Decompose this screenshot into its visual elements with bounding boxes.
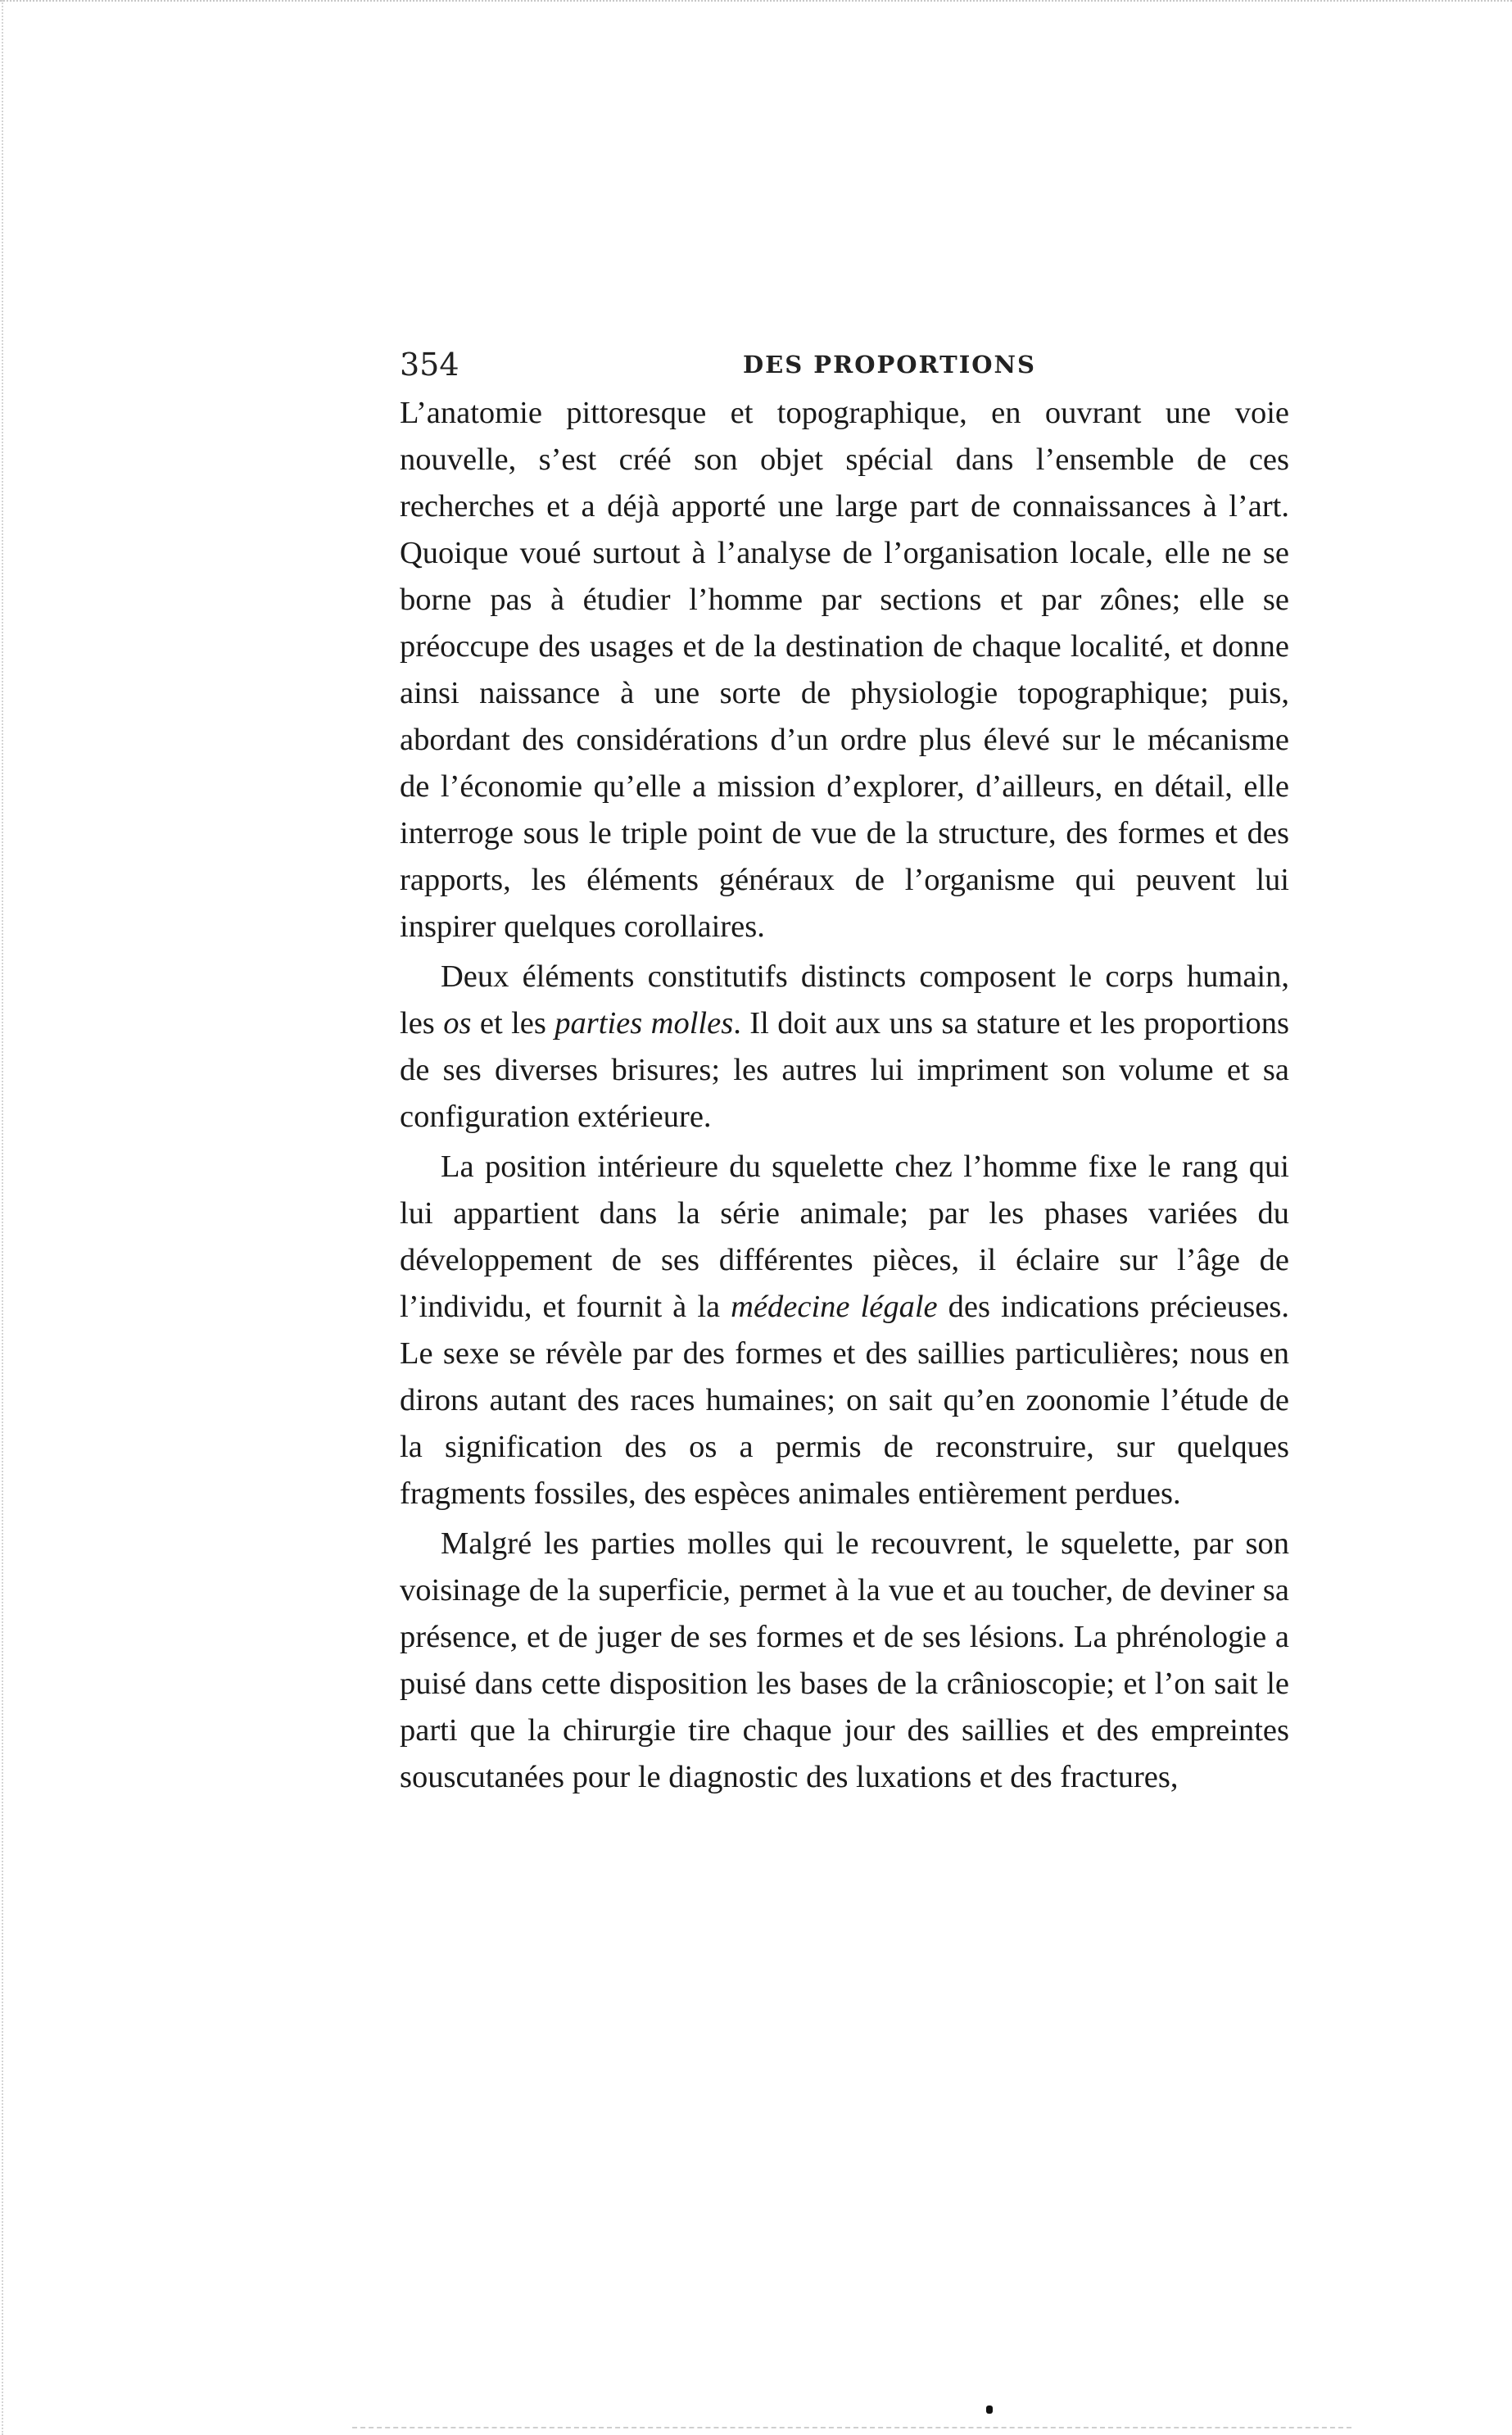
running-head [400,344,1289,385]
paragraph-2-text-c: . Il doit aux uns sa stature et les proportions de ses diverses brisures; les autres lui impriment son volume et sa configuration extérieure. [400,1006,1289,1134]
paragraph-4: Malgré les parties molles qui le recouvrent, le squelette, par son voisinage de la superficie, permet à la vue et au toucher, de deviner sa présence, et de juger de ses formes et de ses lésions. La phrénologie a puisé dans cette disposition les bases de la crânioscopie; et l’on sait le parti que la chirurgie tire chaque jour des saillies et des empreintes souscutanées pour le diagnostic des luxations et des fractures, [400,1526,1289,1794]
paragraph-3-text-a: La position intérieure du squelette chez l’homme fixe le rang qui lui appartient dans la série animale; par les phases variées du développement de ses différentes pièces, il éclaire sur l’âge de l’individu, et fournit à la [400,1149,1289,1324]
paragraph-3-text-b: des indications précieuses. Le sexe se révèle par des formes et des saillies particulières; nous en dirons autant des races humaines; on sait qu’en zoonomie l’étude de la signification des os a permis de reconstruire, sur quelques fragments fossiles, des espèces animales entièrement perdues. [400,1290,1289,1511]
paragraph-1: L’anatomie pittoresque et topographique, en ouvrant une voie nouvelle, s’est créé son objet spécial dans l’ensemble de ces recherches et a déjà apporté une large part de connaissances à l’art. Quoique voué surtout à l’analyse de l’organisation locale, elle ne se borne pas à étudier l’homme par sections et par zônes; elle se préoccupe des usages et de la destination de chaque localité, et donne ainsi naissance à une sorte de physiologie topographique; puis, abordant des considérations d’un ordre plus élevé sur le mécanisme de l’économie qu’elle a mission d’explorer, d’ailleurs, en détail, elle interroge sous le triple point de vue de la structure, des formes et des rapports, les éléments généraux de l’organisme qui peuvent lui inspirer quelques corollaires. [400,396,1289,944]
paragraph-2-text-a: Deux éléments constitutifs distincts composent le corps humain, les [400,959,1289,1041]
paragraph-3 [400,1144,1289,1517]
paragraph-2-text-b: et les [471,1006,555,1041]
paragraph-2-emphasis-parties-molles: parties molles [555,1006,734,1041]
book-page [400,344,1289,1801]
scan-edge-top [0,0,1512,8]
ink-dot-mark [986,2406,993,2414]
scan-edge-left [2,0,5,2435]
page-number: 354 [400,347,459,383]
paragraph-2 [400,954,1289,1140]
paragraph-2-emphasis-os: os [443,1006,472,1041]
body-text [400,390,1289,1801]
scan-edge-bottom [352,2427,1351,2430]
paragraph-3-emphasis-medecine-legale: médecine légale [731,1290,938,1324]
running-title: DES PROPORTIONS [743,351,1036,379]
